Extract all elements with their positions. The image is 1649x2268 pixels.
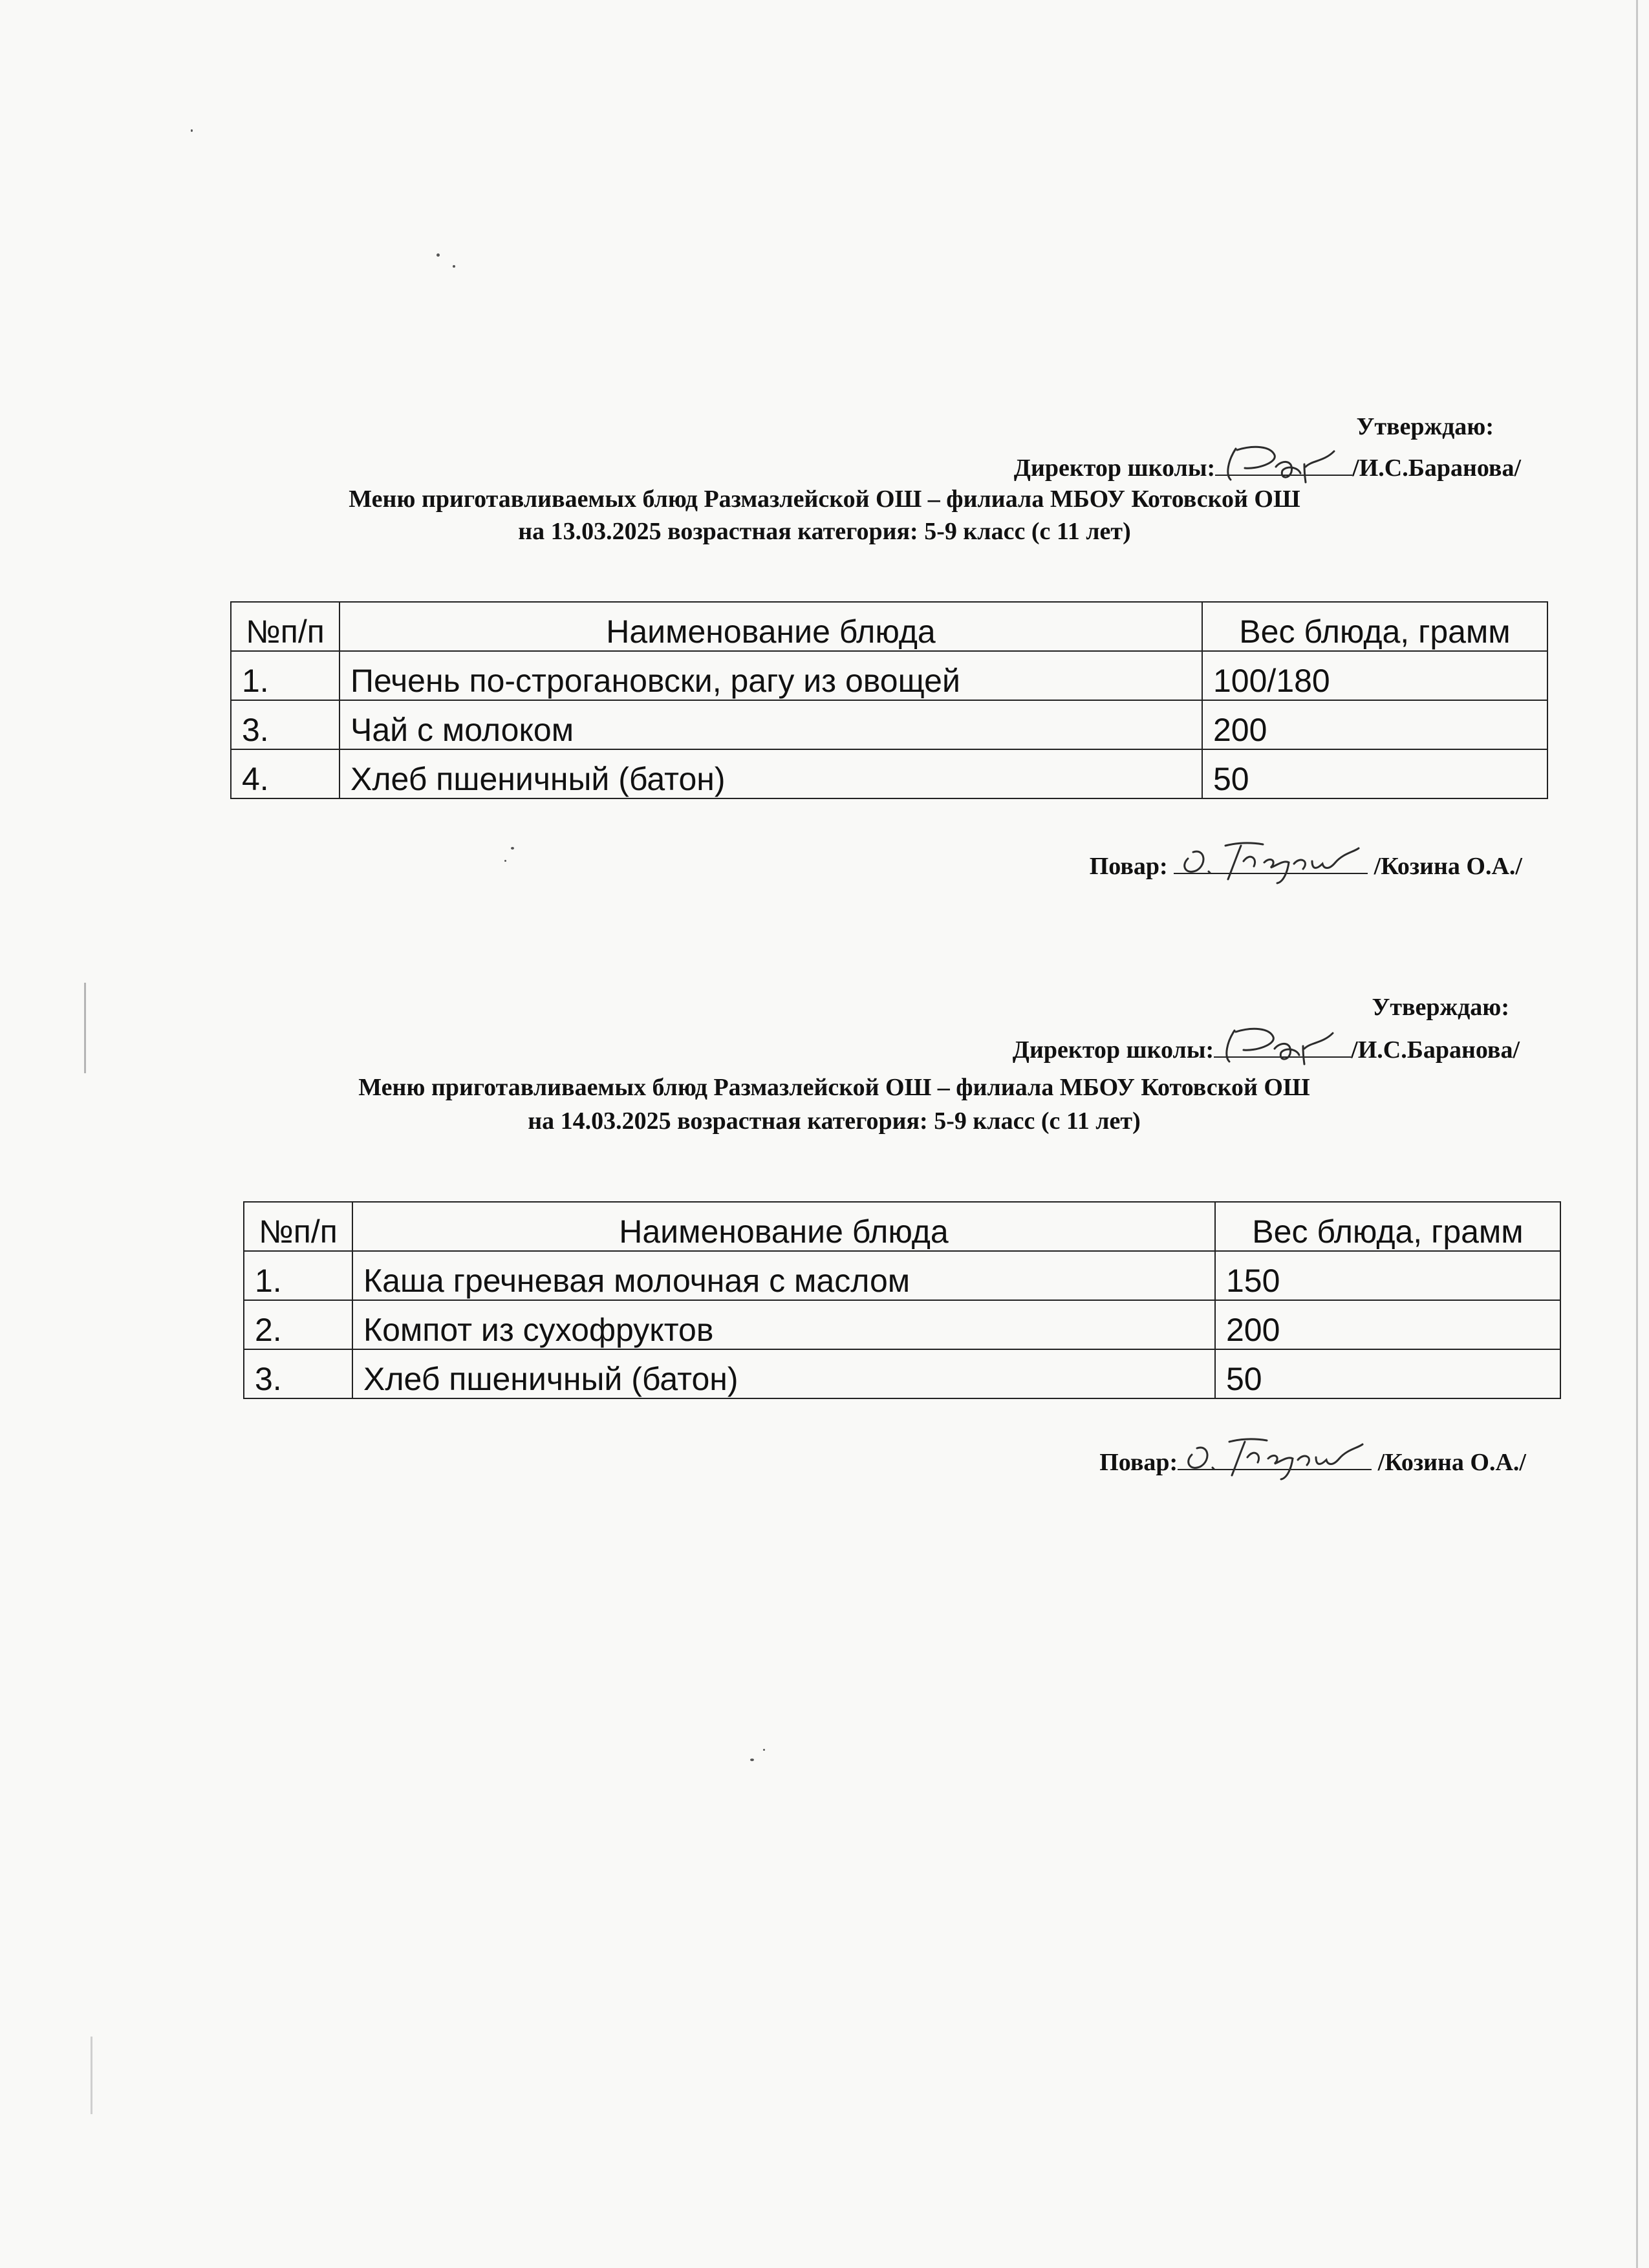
header-dish: Наименование блюда <box>352 1202 1215 1251</box>
header-weight: Вес блюда, грамм <box>1215 1202 1560 1251</box>
table-row <box>231 700 1547 749</box>
row-number: 2. <box>244 1300 352 1349</box>
table-row <box>231 651 1547 700</box>
table-row <box>244 1251 1560 1300</box>
menu-title: Меню приготавливаемых блюд Размазлейской ОШ – филиала МБОУ Котовской ОШ <box>358 1074 1310 1101</box>
row-dish: Каша гречневая молочная с маслом <box>352 1251 1215 1300</box>
row-dish: Хлеб пшеничный (батон) <box>352 1349 1215 1398</box>
cook-name: /Козина О.А./ <box>1377 1449 1526 1476</box>
cook-name: /Козина О.А./ <box>1374 853 1522 880</box>
header-number: №п/п <box>231 602 339 651</box>
row-weight: 200 <box>1215 1300 1560 1349</box>
header-dish: Наименование блюда <box>339 602 1202 651</box>
table-row <box>244 1349 1560 1398</box>
row-dish: Печень по-строгановски, рагу из овощей <box>339 651 1202 700</box>
cook-line <box>1099 1443 1526 1477</box>
director-line <box>1013 1031 1520 1064</box>
table-header-row <box>244 1202 1560 1251</box>
menu-table <box>243 1201 1561 1399</box>
cook-signature <box>1178 1443 1372 1470</box>
header-weight: Вес блюда, грамм <box>1202 602 1547 651</box>
row-weight: 100/180 <box>1202 651 1547 700</box>
row-number: 3. <box>231 700 339 749</box>
row-weight: 150 <box>1215 1251 1560 1300</box>
director-name: /И.С.Баранова/ <box>1352 455 1521 482</box>
row-dish: Чай с молоком <box>339 700 1202 749</box>
director-line <box>1014 449 1521 482</box>
director-prefix: Директор школы: <box>1013 455 1216 482</box>
menu-title: Меню приготавливаемых блюд Размазлейской ОШ – филиала МБОУ Котовской ОШ <box>349 486 1300 513</box>
director-name: /И.С.Баранова/ <box>1351 1036 1520 1064</box>
approve-label: Утверждаю: <box>1356 413 1494 440</box>
row-number: 1. <box>231 651 339 700</box>
row-dish: Хлеб пшеничный (батон) <box>339 749 1202 798</box>
cook-line <box>1090 847 1522 881</box>
cook-prefix: Повар: <box>1099 1449 1178 1476</box>
row-weight: 200 <box>1202 700 1547 749</box>
row-number: 4. <box>231 749 339 798</box>
row-weight: 50 <box>1215 1349 1560 1398</box>
approve-label: Утверждаю: <box>1372 994 1509 1021</box>
row-number: 3. <box>244 1349 352 1398</box>
row-dish: Компот из сухофруктов <box>352 1300 1215 1349</box>
cook-signature <box>1174 847 1368 874</box>
menu-subtitle: на 14.03.2025 возрастная категория: 5-9 класс (с 11 лет) <box>528 1107 1141 1135</box>
header-number: №п/п <box>244 1202 352 1251</box>
row-weight: 50 <box>1202 749 1547 798</box>
table-row <box>231 749 1547 798</box>
menu-subtitle: на 13.03.2025 возрастная категория: 5-9 класс (с 11 лет) <box>518 518 1131 545</box>
director-prefix: Директор школы: <box>1012 1036 1214 1064</box>
director-signature <box>1214 1031 1351 1058</box>
table-header-row <box>231 602 1547 651</box>
menu-table <box>230 601 1548 799</box>
director-signature <box>1215 449 1352 476</box>
cook-prefix: Повар: <box>1089 853 1168 880</box>
row-number: 1. <box>244 1251 352 1300</box>
table-row <box>244 1300 1560 1349</box>
